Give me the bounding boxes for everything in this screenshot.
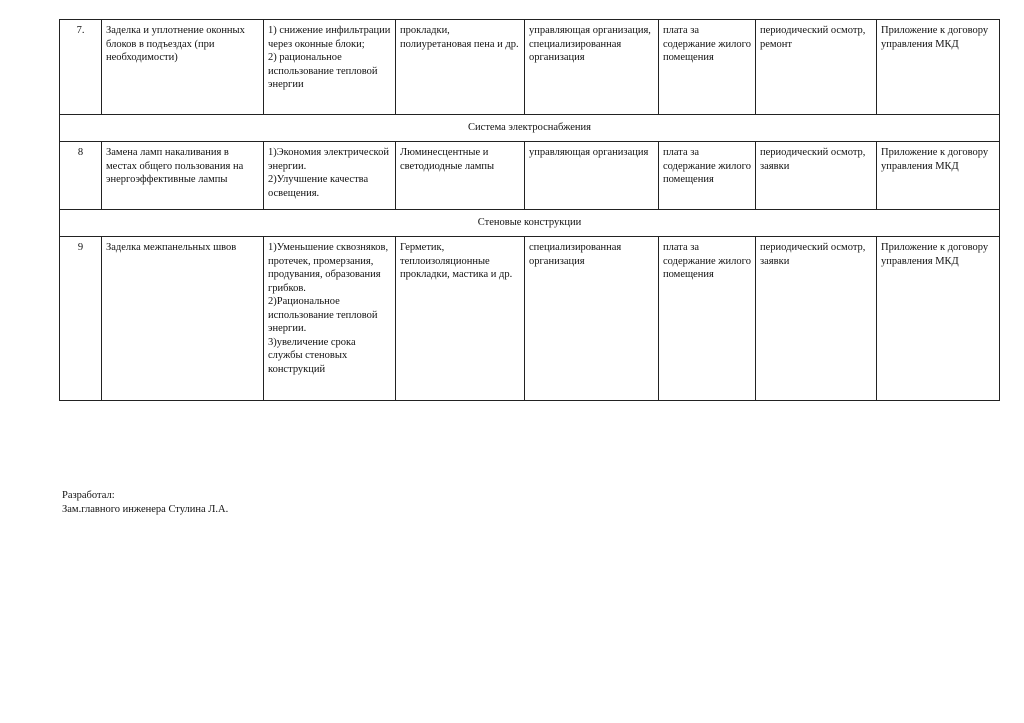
control-cell: периодический осмотр, заявки [756,142,877,210]
work-cell: Заделка и уплотнение оконных блоков в подъездах (при необходимости) [102,20,264,115]
funding-cell: плата за содержание жилого помещения [659,142,756,210]
row-number: 7. [60,20,102,115]
effect-cell: 1)Уменьшение сквозняков, протечек, промерзания, продувания, образования грибков. 2)Рациональное использование тепловой энергии. 3)увеличение срока службы стеновых конструкций [264,237,396,401]
note-cell: Приложение к договору управления МКД [877,20,1000,115]
effect-cell: 1) снижение инфильтрации через оконные блоки; 2) рациональное использование тепловой энергии [264,20,396,115]
table-row [60,237,1000,401]
work-cell: Замена ламп накаливания в местах общего пользования на энергоэффективные лампы [102,142,264,210]
section-row [60,210,1000,237]
section-title-walls: Стеновые конструкции [60,210,1000,237]
note-cell: Приложение к договору управления МКД [877,237,1000,401]
developed-label: Разработал: [62,490,115,501]
control-cell: периодический осмотр, заявки [756,237,877,401]
table-row [60,142,1000,210]
effect-cell: 1)Экономия электрической энергии. 2)Улучшение качества освещения. [264,142,396,210]
funding-cell: плата за содержание жилого помещения [659,20,756,115]
materials-cell: Люминесцентные и светодиодные лампы [396,142,525,210]
executor-cell: управляющая организация, специализированная организация [525,20,659,115]
executor-cell: управляющая организация [525,142,659,210]
author-line: Зам.главного инженера Стулина Л.А. [62,504,229,515]
materials-cell: Герметик, теплоизоляционные прокладки, мастика и др. [396,237,525,401]
measures-table [59,19,1000,401]
work-cell: Заделка межпанельных швов [102,237,264,401]
section-row [60,115,1000,142]
table-row [60,20,1000,115]
footer-signature [62,489,228,517]
row-number: 9 [60,237,102,401]
row-number: 8 [60,142,102,210]
executor-cell: специализированная организация [525,237,659,401]
control-cell: периодический осмотр, ремонт [756,20,877,115]
funding-cell: плата за содержание жилого помещения [659,237,756,401]
note-cell: Приложение к договору управления МКД [877,142,1000,210]
section-title-power: Система электроснабжения [60,115,1000,142]
materials-cell: прокладки, полиуретановая пена и др. [396,20,525,115]
